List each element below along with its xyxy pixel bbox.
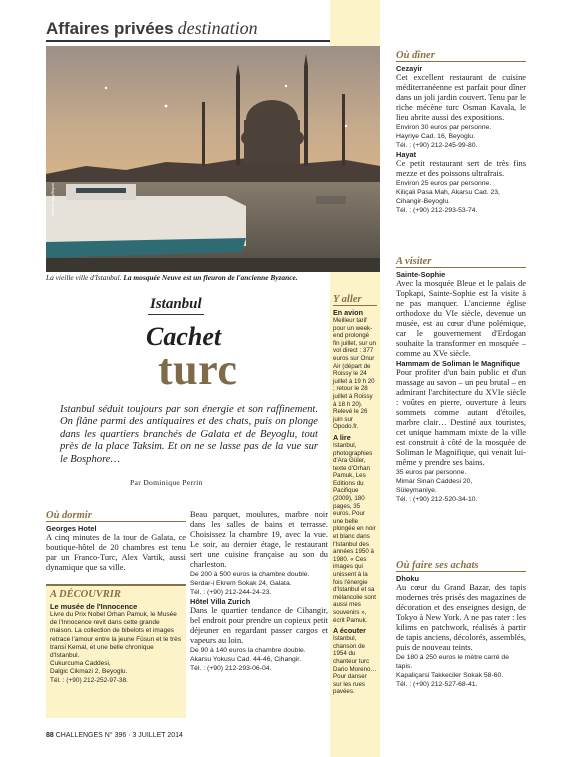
article-byline: Par Dominique Perrin — [130, 478, 203, 487]
ecouter-text: Istanbul, chanson de 1954 du chanteur turc Dario Moreno… Pour danser sur les rues pavées. — [333, 635, 377, 696]
istanbul-photo — [46, 46, 380, 272]
v2-text: Pour profiter d'un bain public et d'un massage au savon – un peu brutal – en admirant l'architecture du XVIe siècle : voûtes en pierre, ouverture à leurs sommets comme autant d'étoiles, marbre clair… Destiné aux touristes, cet unique hammam mixte de la ville est construit à côté de la mosquée de Soliman le Magnifique, qui venait lui-même y prendre ses bains. — [396, 368, 526, 467]
lire-text: Istanbul, photographies d'Ara Güler, texte d'Orhan Pamuk, Les Editions du Pacifique (2009), 180 pages, 35 euros. Pour une belle plongée en noir et blanc dans l'Istanbul des années 1950 à 1980. « Ces images qui unissent à la fois l'énergie d'Istanbul et sa mélancolie sont aussi mes souvenirs », écrit Pamuk. — [333, 441, 376, 624]
v1-name: Sainte-Sophie — [396, 270, 446, 279]
musee-name: Le musée de l'Innocence — [50, 602, 138, 611]
r1-name: Cezayir — [396, 64, 423, 73]
avion-title: En avion — [333, 308, 363, 317]
hotel2-addr: Akarsu Yokusu Cad. 44-46, Cihangir. — [190, 656, 302, 663]
y-aller-title: Y aller — [333, 294, 377, 306]
musee-tel: Tél. : (+90) 212-252-97-38. — [50, 676, 128, 684]
r2-addr2: Cihangir-Beyoglu. — [396, 198, 451, 205]
ecouter-title: A écouter — [333, 626, 366, 636]
section-subname: destination — [177, 18, 258, 38]
musee-text: Livre du Prix Nobel Orhan Pamuk, le Musée de l'Innocence revit dans cette grande maison. La collection de bibelots et images retrace l'amour entre la jeune Füsun et le très transi Kemal, et une belle chronique d'Istanbul. — [50, 611, 181, 660]
achats-tel: Tél. : (+90) 212-527-68-41. — [396, 681, 478, 688]
r2-name: Hayat — [396, 150, 417, 159]
hotel1-tel: Tél. : (+90) 212-244-24-23. — [190, 589, 272, 596]
a-decouvrir-box — [46, 584, 186, 718]
achats-section — [396, 560, 526, 689]
header-rule — [46, 40, 330, 42]
ou-diner-title: Où dîner — [396, 50, 526, 62]
y-aller-section — [330, 294, 380, 696]
r1-price: Environ 30 euros par personne. — [396, 124, 492, 131]
hotel1-addr: Serdar-i Ekrem Sokak 24, Galata. — [190, 580, 292, 587]
v1-text: Avec la mosquée Bleue et le palais de Topkapi, Sainte-Sophie est la visite à ne pas manquer. L'ancienne église orthodoxe du VIe siècle, devenue un musée, est au cœur d'une polémique, car le gouvernement d'Erdogan souhaite la transformer en mosquée – comme au XVe siècle. — [396, 279, 526, 358]
article-kicker: Istanbul — [148, 296, 204, 315]
hotel1-cont: Beau parquet, moulures, marbre noir dans les salles de bains et terrasse. Choisissez la chambre 19, avec la vue. Le soir, au dernier étage, le restaurant sert une cuisine française au son du charleston. — [190, 510, 328, 569]
musee-addr2: Dalgic Cikmazi 2, Beyoglu. — [50, 668, 128, 676]
page-number: 88 — [46, 732, 54, 739]
hotel2-price: De 90 à 140 euros la chambre double. — [190, 647, 306, 654]
hotel1-price: De 200 à 500 euros la chambre double. — [190, 571, 310, 578]
caption-main: La mosquée Neuve est un fleuron de l'ancienne Byzance. — [123, 273, 298, 282]
a-decouvrir-title: A DÉCOUVRIR — [50, 589, 121, 600]
v2-addr2: Süleymaniye. — [396, 487, 437, 494]
achats-price: De 180 à 250 euros le mètre carré de tapis. — [396, 654, 509, 670]
ou-diner-section — [396, 50, 526, 215]
achats-text: Au cœur du Grand Bazar, des tapis modernes très prisés des magazines de décoration et des enseignes design, de Tokyo à New York. A ne pas rater : les kilims en patchwork, réalisés à partir de tapis anciens, décolorés, assemblés, puis de nouveau teints. — [396, 583, 526, 652]
a-visiter-title: A visiter — [396, 256, 526, 268]
r2-tel: Tél. : (+90) 212-293-53-74. — [396, 207, 478, 214]
ou-dormir-continued — [190, 510, 328, 673]
r2-addr1: Kiliçali Pasa Mah, Akarsu Cad. 23, — [396, 189, 500, 196]
section-header — [46, 18, 330, 40]
v2-price: 35 euros par personne. — [396, 469, 467, 476]
achats-name: Dhoku — [396, 574, 419, 583]
caption-lead: La vieille ville d'Istanbul. — [46, 273, 122, 282]
r1-tel: Tél. : (+90) 212-245-99-80. — [396, 142, 478, 149]
article-title-1: Cachet — [146, 322, 222, 351]
photo-caption — [46, 273, 380, 282]
article-title-2: turc — [158, 345, 238, 394]
lire-title: A lire — [333, 432, 351, 442]
hotel2-tel: Tél. : (+90) 212-293-06-04. — [190, 665, 272, 672]
hotel2-text: Dans le quartier tendance de Cihangir, bel endroit pour prendre un copieux petit déjeuner en regardant passer cargos et vapeurs au loin. — [190, 606, 328, 645]
photo-credit: Bastien Bey/Bopro — [50, 182, 55, 216]
article-lede: Istanbul séduit toujours par son énergie et son raffinement. On flâne parmi des antiquaires et des chats, puis on plonge dans les quartiers branchés de Galata et de Beyoglu, tout près de la place Taksim. Et on ne se lasse pas de la vue sur le Bosphore… — [60, 404, 318, 465]
section-name: Affaires privées — [46, 19, 174, 38]
r1-text: Cet excellent restaurant de cuisine méditerranéenne est parfait pour dîner dans un joli jardin couvert. Tenu par le riche mécène turc Osman Kavala, le lieu abrite aussi des expositions. — [396, 73, 526, 122]
v2-tel: Tél. : (+90) 212-520-34-10. — [396, 496, 478, 503]
achats-addr: Kapaliçarsi Takkeciler Sokak 58-60. — [396, 672, 504, 679]
hotel1-text: A cinq minutes de la tour de Galata, ce boutique-hôtel de 20 chambres est tenu par un Franco-Turc, Alex Vartik, aussi dynamique que sa ville. — [46, 533, 186, 572]
hotel2-name: Hôtel Villa Zurich — [190, 597, 251, 606]
magazine-issue: CHALLENGES N° 396 · 3 JUILLET 2014 — [55, 732, 183, 739]
page-footer — [46, 732, 183, 739]
r1-addr: Hayriye Cad. 16, Beyoglu. — [396, 133, 475, 140]
a-visiter-section — [396, 256, 526, 504]
achats-title: Où faire ses achats — [396, 560, 526, 572]
v2-name: Hammam de Soliman le Magnifique — [396, 359, 521, 368]
r2-price: Environ 25 euros par personne. — [396, 180, 492, 187]
ou-dormir-title: Où dormir — [46, 510, 186, 522]
r2-text: Ce petit restaurant sert de très fins mezze et des poissons ultrafrais. — [396, 159, 526, 178]
musee-addr1: Cukurcuma Caddesi, — [50, 660, 111, 668]
hotel1-name: Georges Hotel — [46, 524, 97, 533]
avion-text: Meilleur tarif pour un week-end prolongé fin juillet, sur un vol direct : 377 euros sur Onur Air (départ de Roissy le 24 juillet à 19 h 20 ; retour le 28 juillet à Roissy à 18 h 20). Relevé le 26 juin sur Opodo.fr. — [333, 317, 376, 431]
ou-dormir-section — [46, 510, 186, 573]
v2-addr1: Mimar Sinan Caddesi 20, — [396, 478, 473, 485]
